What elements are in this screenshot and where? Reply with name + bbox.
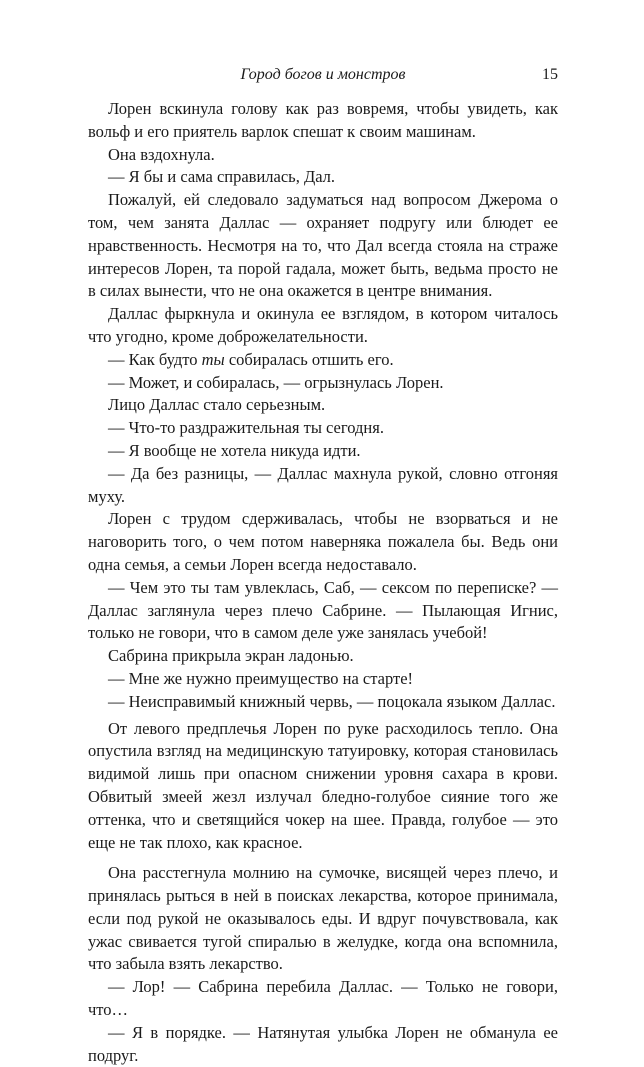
dialogue-line: — Мне же нужно преимущество на старте!	[108, 668, 414, 688]
dialogue-line: — Неисправимый книжный червь, — поцокала языком Даллас.	[108, 691, 556, 711]
page-number: 15	[542, 66, 558, 83]
paragraph: Лорен вскинула голову как раз вовремя, чтобы увидеть, как вольф и его приятель варлок спешат к своим машинам.	[88, 99, 558, 141]
paragraph: Она вздохнула.	[108, 144, 215, 164]
dialogue-line: — Я в порядке. — Натянутая улыбка Лорен не обманула ее подруг.	[88, 1022, 558, 1065]
dialogue-line: — Может, и собиралась, — огрызнулась Лорен.	[108, 372, 444, 392]
paragraph: Лорен с трудом сдерживалась, чтобы не взорваться и не наговорить того, о чем потом наверняка пожалела бы. Ведь они одна семья, а семьи Лорен всегда недоставало.	[88, 509, 558, 574]
dialogue-line: — Я бы и сама справилась, Дал.	[108, 167, 336, 187]
paragraph: Лицо Даллас стало серьезным.	[108, 395, 326, 415]
dialogue-text: — Как будто	[108, 349, 202, 369]
dialogue-text: собиралась отшить его.	[224, 349, 394, 369]
paragraph: От левого предплечья Лорен по руке расходилось тепло. Она опустила взгляд на медицинскую татуировку, которая становилась видимой лишь при опасном снижении уровня сахара в крови. Обвитый змеей жезл излучал бледно-голубое сияние того же оттенка, что и светящийся чокер на шее. Правда, голубое — это еще не так плохо, как красное.	[88, 718, 558, 852]
paragraph: Сабрина прикрыла экран ладонью.	[108, 646, 354, 666]
dialogue-line: — Да без разницы, — Даллас махнула рукой, словно отгоняя муху.	[88, 463, 558, 506]
dialogue-line: — Что-то раздражительная ты сегодня.	[108, 418, 384, 438]
running-title: Город богов и монстров	[240, 66, 406, 83]
paragraph: Даллас фыркнула и окинула ее взглядом, в котором читалось что угодно, кроме доброжелательности.	[88, 304, 558, 346]
paragraph: Она расстегнула молнию на сумочке, висящей через плечо, и принялась рыться в ней в поисках лекарства, которое принимала, если под рукой не оказывалось еды. И вдруг почувствовала, как ужас свивается тугой спиралью в желудке, когда она вспомнила, что забыла взять лекарство.	[88, 863, 558, 974]
body-text	[88, 98, 558, 1067]
dialogue-line: — Чем это ты там увлеклась, Саб, — сексом по переписке? — Даллас заглянула через плечо Сабрине. — Пылающая Игнис, только не говори, что в самом деле уже занялась учебой!	[88, 577, 558, 643]
dialogue-line: — Лор! — Сабрина перебила Даллас. — Только не говори, что…	[88, 977, 558, 1020]
running-head	[88, 64, 558, 86]
emphasis: ты	[201, 349, 225, 369]
paragraph: Пожалуй, ей следовало задуматься над вопросом Джерома о том, чем занята Даллас — охраняет подругу или блюдет ее нравственность. Несмотря на то, что Дал всегда стояла на страже интересов Лорен, та порой гадала, может быть, ведьма просто не в силах вынести, что не она окажется в центре внимания.	[88, 190, 558, 301]
dialogue-line: — Я вообще не хотела никуда идти.	[108, 440, 361, 460]
dialogue-line	[88, 349, 558, 372]
